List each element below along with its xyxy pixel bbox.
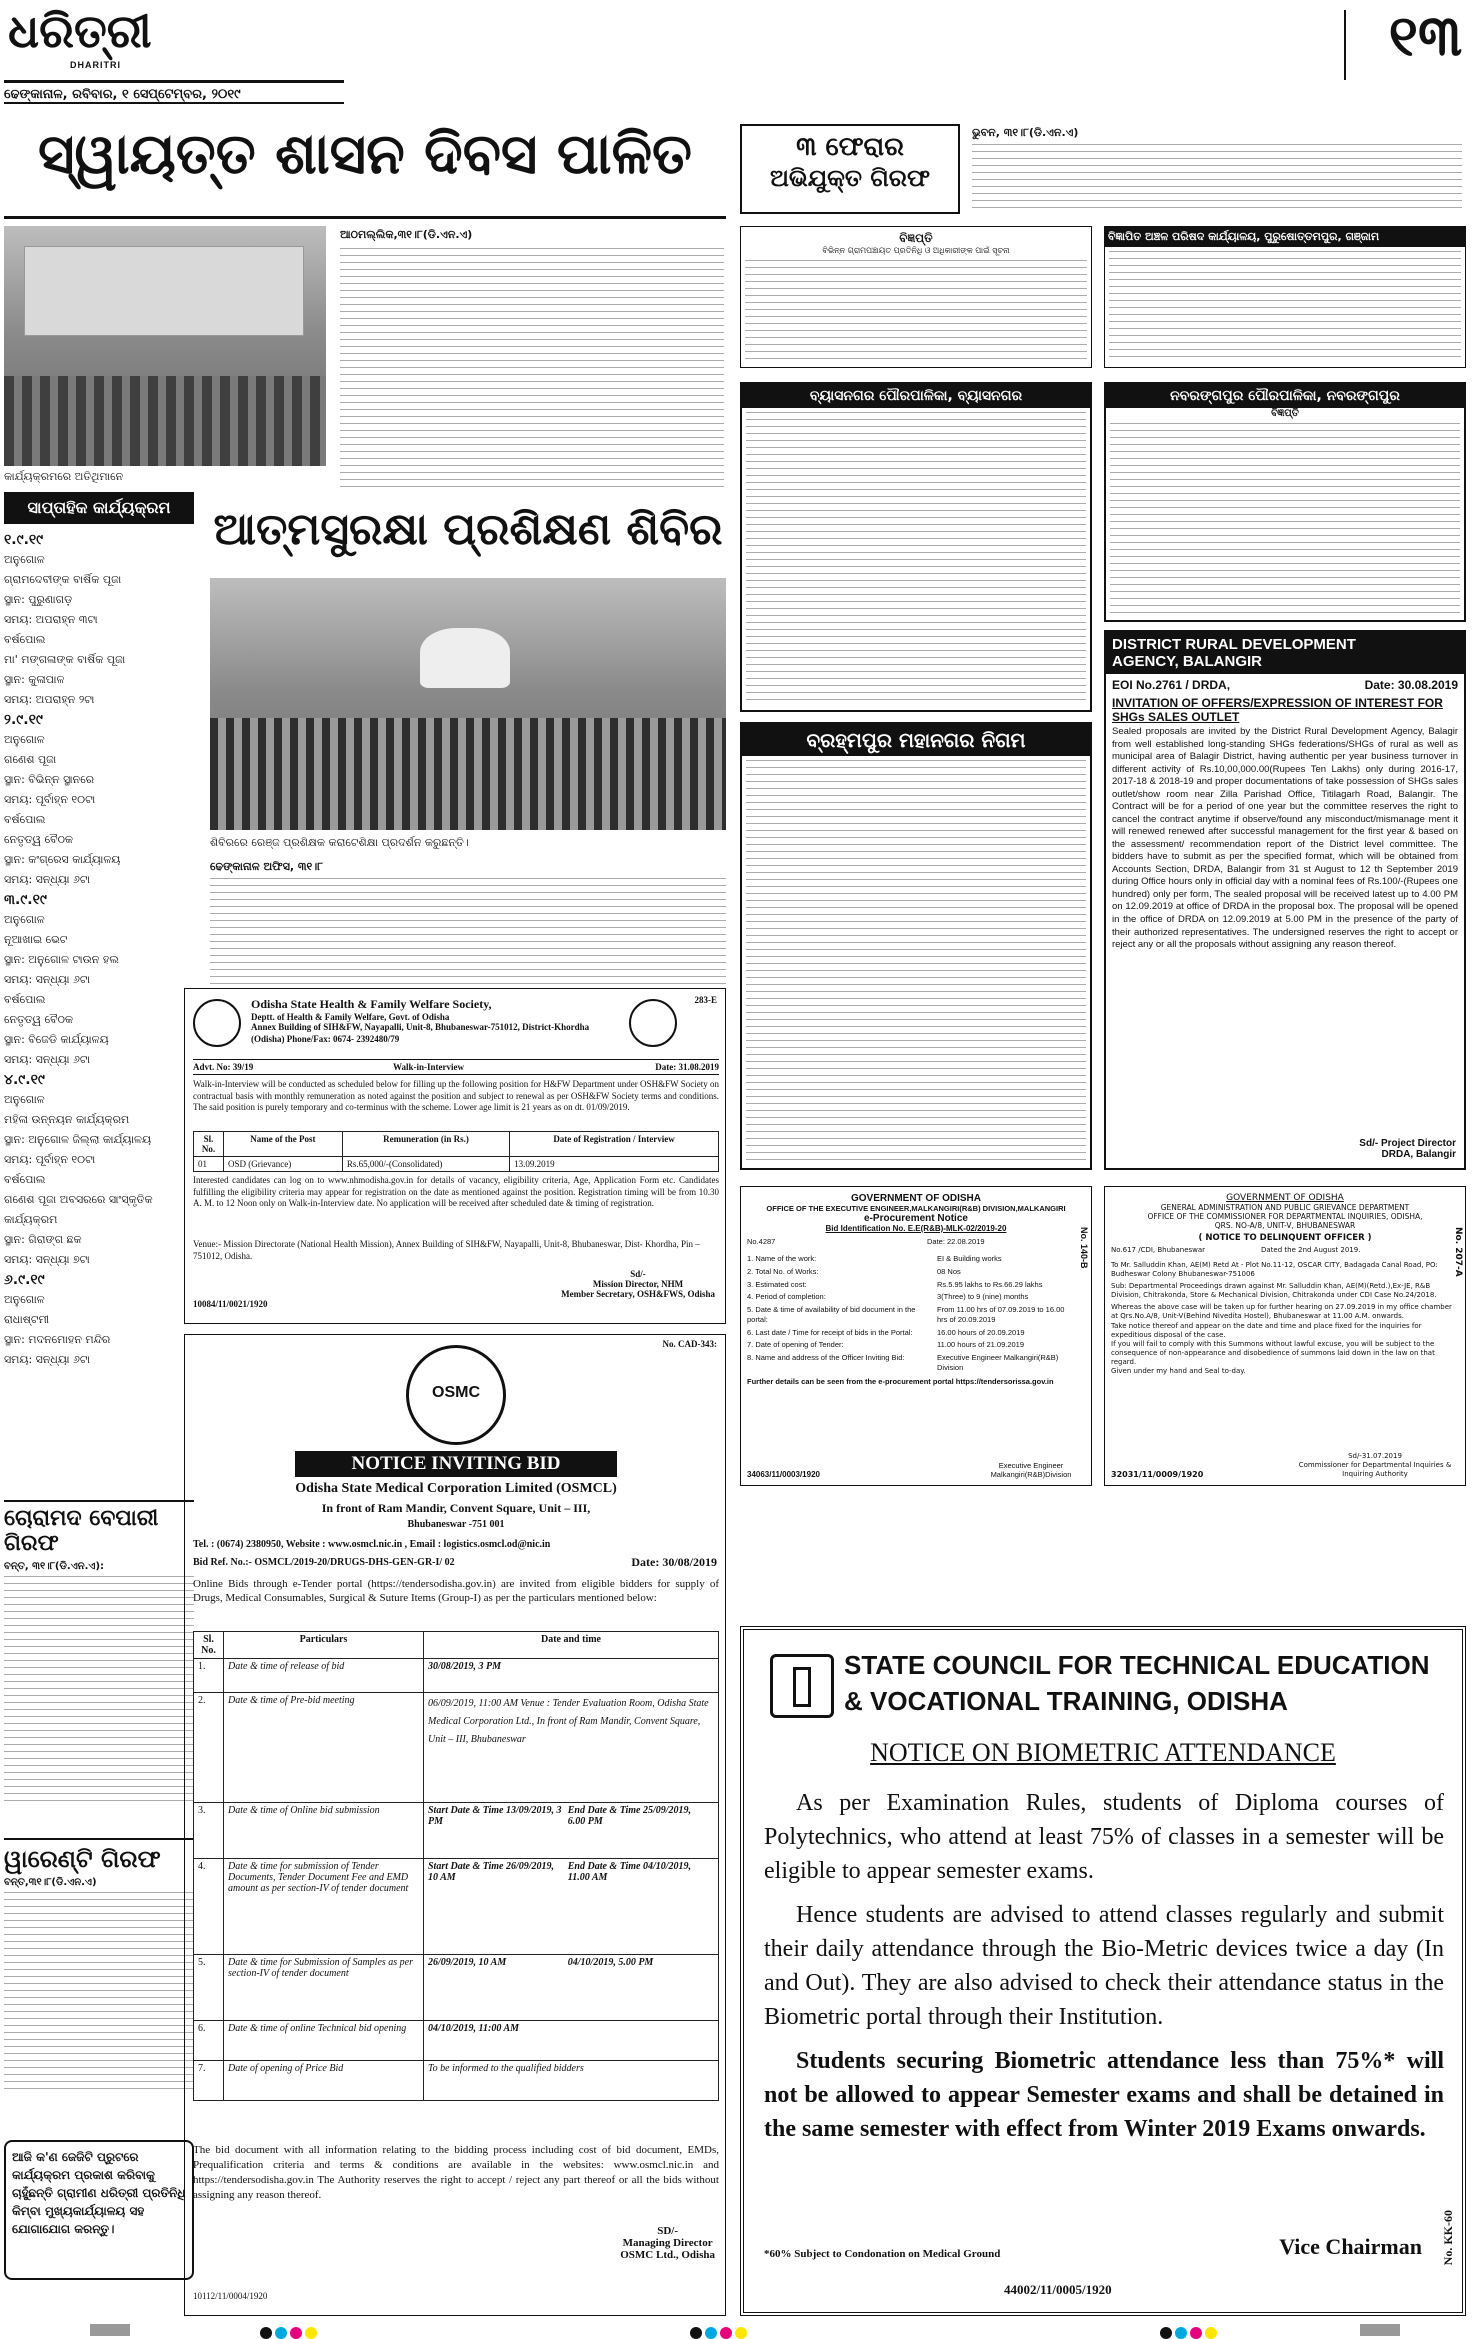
scte-logo (770, 1654, 834, 1718)
brief-story-1 (4, 1500, 194, 1830)
table-row (194, 1659, 719, 1693)
reg-dot-yellow (1205, 2327, 1217, 2339)
lead-headline: ସ୍ୱାୟତ୍ତ ଶାସନ ଦିବସ ପାଳିତ (38, 121, 692, 187)
sihfw-td-date: 13.09.2019 (510, 1157, 719, 1172)
gagpg-dated: Dated the 2nd August 2019. (1261, 1246, 1361, 1254)
sihfw-th-date: Date of Registration / Interview (510, 1132, 719, 1157)
osmcl-row4-no: 4. (194, 1859, 224, 1955)
osmcl-row4-start: Start Date & Time 26/09/2019, 10 AM (428, 1861, 555, 1883)
brief1-body-text (4, 1576, 194, 1806)
scte-logo-mark (793, 1667, 811, 1707)
reg-dot-yellow (735, 2327, 747, 2339)
reg-dot-cyan (275, 2327, 287, 2339)
promo-text: ଆଜି କ'ଣ ଜେଜିଟି ପ୍ରୁଟରେ କାର୍ଯ୍ୟକ୍ରମ ପ୍ରକାଶ କରିବାକୁ ଚାହୁଁଛନ୍ତି ଗ୍ରାମୀଣ ଧରିତ୍ରୀ ପ୍ରତିନିଧି କିମ୍ବା ମୁଖ୍ୟକାର୍ଯ୍ୟାଳୟ ସହ ଯୋଗାଯୋଗ କରନ୍ତୁ। (12, 2150, 186, 2236)
gagpg-sign2: Commissioner for Departmental Inquiries & Inquiring Authority (1298, 1460, 1452, 1478)
weekly-list-item: ସମୟ: ସନ୍ଧ୍ୟା ୭ଟା (4, 1253, 90, 1266)
osmcl-row4-dates (424, 1859, 719, 1955)
camp-photo (210, 578, 726, 830)
osmcl-row5-particular: Date & time for Submission of Samples as per section-IV of tender document (224, 1955, 424, 2021)
page-number: ୧୩ (1388, 3, 1462, 69)
scte-p1: As per Examination Rules, students of Diploma courses of Polytechnics, who attend at least 75% of classes in a semester will be eligible to appear semester exams. (764, 1790, 1444, 1885)
weekly-list-item: ଅନୁଗୋଳ (4, 1093, 45, 1106)
ad-malkangiri (740, 1186, 1092, 1486)
reg-dot-black (1160, 2327, 1172, 2339)
registration-marks (0, 2322, 1476, 2339)
osmcl-row3-dates (424, 1803, 719, 1859)
weekly-list-item: ୨.୯.୧୯ (4, 712, 43, 728)
osmcl-org: Odisha State Medical Corporation Limited (OSMCL) (295, 1481, 617, 1496)
weekly-list-item: ସମୟ: ସନ୍ଧ୍ୟା ୬ଟା (4, 1353, 90, 1366)
malkangiri-row-key: 8. Name and address of the Officer Inviting Bid: (747, 1353, 905, 1362)
malkangiri-row-value: 08 Nos (937, 1266, 961, 1276)
reg-dot-black (260, 2327, 272, 2339)
weekly-list-item: ସ୍ଥାନ: ମଦନମୋହନ ମନ୍ଦିର (4, 1333, 111, 1346)
weekly-list-item: ନେତୃତ୍ୱ ବୈଠକ (4, 1013, 74, 1026)
weekly-list-item: ସ୍ଥାନ: କୁଳାପାଳ (4, 673, 65, 686)
gagpg-body1: Whereas the above case will be taken up for further hearing on 27.09.2019 in my office chamber at Qrs.No.A/8, Unit-V(Behind Nivedita Hostel), Bhubaneswar at 11.00 A.M. onwards. (1111, 1303, 1452, 1321)
weekly-list-item: ସ୍ଥାନ: ଗିରାଙ୍ଗ ଛକ (4, 1233, 82, 1246)
osmcl-row1-no: 1. (194, 1659, 224, 1693)
reg-bar-left (90, 2324, 130, 2336)
short-headline-1: ୩ ଫେରାର (796, 132, 904, 162)
sihfw-signature (561, 1269, 715, 1299)
promo-box (4, 2140, 194, 2280)
drda-body: Sealed proposals are invited by the District Rural Development Agency, Balagir from well established long-standing SHGs federations/SHGs of rural as well as municipal area of Balagir District, having authentic per year business turnover in different activity of Rs.10,00,000.00(Rupees Ten Lakhs) only during 2016-17, 2017-18 & 2018-19 and proper documentations of take possession of SHGs sales outlet/show room near Zilla Parishad Office, Titilagarh Road, Balangir. The Contract will be for a period of one year but the committee reserves the right to cancel the contract anytime if observe/found any misconduct/mismanage ment it will renewed renewed after successful management for the first year & based on the assessment/ recommendation report of the District level committee. The bidders have to submit as per the specified format, which will be obtained from Accounts Section, DRDA, Balangir from 31 st August to 12 th September 2019 during Office hours only in official day with a nominal fees of Rs.100/-(Rupees one hundred) only per form, The sealed proposal will be received latest up to 4.00 PM on 12.09.2019 at office of DRDA in the proposal box. The proposal will be opened in the office of DRDA on 12.09.2019 at 5.00 PM in the presence of the party of their authorized representatives. The undersigned reserves the right to accept or reject any or all the proposals without assigning any reason thereof. (1112, 726, 1458, 951)
weekly-list-item: ବର୍ଷପୋଲ (4, 993, 46, 1006)
osmcl-row3-end: End Date & Time 25/09/2019, 6.00 PM (567, 1805, 692, 1827)
malkangiri-row-value: Executive Engineer Malkangiri(R&B) Division (937, 1353, 1059, 1372)
drda-signature (1359, 1138, 1456, 1160)
osmcl-th-particulars: Particulars (224, 1632, 424, 1659)
reg-dots-1 (260, 2324, 320, 2339)
osmcl-table (193, 1631, 719, 2101)
osmcl-row4-end: End Date & Time 04/10/2019, 11.00 AM (567, 1861, 692, 1883)
list-item (747, 1267, 1085, 1277)
malkangiri-row-value: 3(Three) to 9 (nine) months (937, 1292, 1029, 1302)
malkangiri-dated: Date: 22.08.2019 (927, 1237, 985, 1246)
weekly-list-item: ମହିଳା ଉନ୍ନୟନ କାର୍ଯ୍ୟକ୍ରମ (4, 1113, 130, 1126)
brief1-dateline: ବନ୍ତ, ୩୧।୮(ଡି.ଏନ.ଏ): (4, 1560, 105, 1572)
malkangiri-row-key: 1. Name of the work: (747, 1254, 817, 1263)
sihfw-th-sl: Sl. No. (194, 1132, 224, 1157)
scte-footnote: *60% Subject to Condonation on Medical Ground (764, 2248, 1001, 2260)
sihfw-address: Annex Building of SIH&FW, Nayapalli, Unit-8, Bhubaneswar-751012, District-Khordha (Odisha) Phone/Fax: 0674- 2392480/79 (251, 1022, 590, 1044)
scte-ref: 44002/11/0005/1920 (1004, 2282, 1112, 2297)
ad-scte (740, 1626, 1466, 2316)
osmcl-row1-particular: Date & time of release of bid (224, 1659, 424, 1693)
weekly-list-item: ସ୍ଥାନ: ଅନୁଗୋଳ ଟାଉନ ହଲ (4, 953, 119, 966)
table-row (194, 1859, 719, 1955)
notice-byasanagar (740, 382, 1092, 712)
camp-headline: ଆତ୍ମସୁରକ୍ଷା ପ୍ରଶିକ୍ଷଣ ଶିବିର (213, 504, 723, 555)
reg-dot-yellow (305, 2327, 317, 2339)
weekly-list (4, 530, 194, 1500)
osmcl-title: NOTICE INVITING BID (295, 1451, 617, 1477)
osmcl-address1: In front of Ram Mandir, Convent Square, Unit – III, (321, 1501, 591, 1515)
osmcl-bid-date: Date: 30/08/2019 (631, 1555, 717, 1569)
masthead-dateline: ଢେଙ୍କାନାଳ, ରବିବାର, ୧ ସେପ୍ଟେମ୍ବର, ୨୦୧୯ (4, 87, 241, 102)
malkangiri-row-key: 6. Last date / Time for receipt of bids in the Portal: (747, 1327, 913, 1337)
osmcl-table-header (194, 1632, 719, 1659)
reg-dot-black (690, 2327, 702, 2339)
list-item (747, 1340, 1085, 1350)
table-row (194, 1955, 719, 2021)
osmcl-row6-date: 04/10/2019, 11:00 AM (424, 2021, 719, 2061)
osmcl-sign1: SD/- (657, 2225, 679, 2237)
osmcl-signature (620, 2225, 715, 2261)
osmcl-row3-particular: Date & time of Online bid submission (224, 1803, 424, 1859)
weekly-list-item: ବର୍ଷପୋଲ (4, 813, 46, 826)
osmcl-row7-particular: Date of opening of Price Bid (224, 2061, 424, 2101)
osmcl-footer: The bid document with all information relating to the bidding process including cost of bid document, EMDs, Prequalification criteria and terms & conditions are available in the websites: www.osmcl.nic.in and https://tendersodisha.gov.in The Authority reserves the right to accept / reject any part thereof or all the bids without assigning any reason thereof. (193, 2144, 719, 2201)
short-story-headline-box (740, 124, 960, 214)
table-row (194, 2061, 719, 2101)
malkangiri-row-key: 2. Total No. of Works: (747, 1266, 819, 1276)
photo-performer (420, 628, 510, 688)
byasanagar-title: ବ୍ୟାସନଗର ପୌରପାଳିକା, ବ୍ୟାସନଗର (742, 384, 1090, 408)
nabarangpur-subtitle: ବିଜ୍ଞପ୍ତି (1271, 408, 1299, 419)
camp-caption: ଶିବିରରେ ରେଞ୍ଜ ପ୍ରଶିକ୍ଷକ କରାଟେଶିକ୍ଷା ପ୍ରଦର୍ଶନ କରୁଛନ୍ତି। (210, 836, 469, 849)
sihfw-th-post: Name of the Post (224, 1132, 343, 1157)
malkangiri-no: No.4287 (747, 1237, 776, 1246)
osmcl-row6-no: 6. (194, 2021, 224, 2061)
weekly-list-item: ସମୟ: ସନ୍ଧ୍ୟା ୬ଟା (4, 873, 90, 886)
sihfw-intro: Walk-in-Interview will be conducted as scheduled below for filling up the following position for H&FW Department under OSH&FW Society on contractual basis with monthly remuneration as noted against the position and subject to renewal as per OSH&FW Society terms and conditions. The said position is purely temporary and co-terminus with the scheme. Lower age limit is 21 years as on dt. 01/09/2019. (193, 1079, 719, 1113)
notice-top-notes: ବିଭିନ୍ନ ଗ୍ରାମପଞ୍ଚାୟତ ପ୍ରତିନିଧି ଓ ଅଧିକାରୀଙ୍କ ପାଇଁ ସୂଚନା (822, 246, 1010, 255)
brief2-dateline: ବନ୍ତ,୩୧।୮(ଡି.ଏନ.ଏ) (4, 1877, 97, 1888)
drda-meta (1112, 678, 1458, 694)
malkangiri-type: e-Procurement Notice (864, 1213, 968, 1224)
drda-subject: INVITATION OF OFFERS/EXPRESSION OF INTEREST FOR SHGs SALES OUTLET (1112, 696, 1443, 724)
masthead (0, 0, 1476, 120)
sihfw-table-header (194, 1132, 719, 1157)
gagpg-dept: GENERAL ADMINISTRATION AND PUBLIC GRIEVANCE DEPARTMENT (1160, 1203, 1410, 1212)
table-row (194, 1803, 719, 1859)
list-item (747, 1292, 1085, 1302)
sihfw-type: Walk-in-Interview (393, 1062, 464, 1072)
osmcl-row2-no: 2. (194, 1693, 224, 1803)
purushottampur-body (1109, 251, 1461, 361)
scte-sign: Vice Chairman (1279, 2234, 1422, 2259)
weekly-list-item: ନେତୃତ୍ୱ ବୈଠକ (4, 833, 74, 846)
sihfw-meta-row (193, 1059, 719, 1075)
sihfw-th-remuneration: Remuneration (in Rs.) (342, 1132, 509, 1157)
drda-title-2: AGENCY, BALANGIR (1112, 653, 1263, 670)
weekly-list-item: ସ୍ଥାନ: ବିଭିନ୍ନ ସ୍ଥାନରେ (4, 773, 95, 786)
osmcl-th-sl: Sl. No. (194, 1632, 224, 1659)
short-body-text (972, 144, 1462, 214)
sihfw-header (251, 997, 623, 1045)
malkangiri-gov: GOVERNMENT OF ODISHA (850, 1193, 981, 1204)
notice-top (740, 226, 1092, 368)
malkangiri-sign: Executive Engineer Malkangiri(R&B)Division (990, 1461, 1072, 1479)
weekly-list-item: ଅନୁଗୋଳ (4, 553, 45, 566)
drda-title-1: DISTRICT RURAL DEVELOPMENT (1112, 636, 1356, 653)
list-item (747, 1305, 1085, 1325)
gagpg-signature (1295, 1452, 1455, 1479)
notice-top-body (745, 260, 1087, 360)
osmcl-row5-no: 5. (194, 1955, 224, 2021)
sihfw-td-remuneration: Rs.65,000/-(Consolidated) (342, 1157, 509, 1172)
osmcl-bid-ref: Bid Ref. No.:- OSMCL/2019-20/DRUGS-DHS-GEN-GR-I/ 02 (193, 1557, 455, 1568)
sihfw-code: 283-E (694, 995, 717, 1005)
sihfw-ref: 10084/11/0021/1920 (193, 1299, 268, 1309)
weekly-list-item: ୩.୯.୧୯ (4, 892, 47, 908)
lead-dateline: ଆଠମଲ୍ଲିକ,୩୧।୮(ଡି.ଏନ.ଏ) (340, 228, 473, 241)
weekly-list-item: ଅନୁଗୋଳ (4, 913, 45, 926)
brief-story-2 (4, 1838, 194, 2118)
ad-drda (1104, 630, 1466, 1170)
list-item (747, 1328, 1085, 1338)
gagpg-body4: Given under my hand and Seal to-day. (1111, 1367, 1246, 1376)
brief2-body-text (4, 1892, 194, 2092)
osmcl-row5-start: 26/09/2019, 10 AM (428, 1957, 507, 1968)
osmcl-address2: Bhubaneswar -751 001 (407, 1519, 505, 1530)
osmcl-sign3: OSMC Ltd., Odisha (620, 2249, 715, 2261)
weekly-list-item: ସ୍ଥାନ: କଂଗ୍ରେସ କାର୍ଯ୍ୟାଳୟ (4, 853, 121, 866)
gagpg-gov: GOVERNMENT OF ODISHA (1226, 1193, 1344, 1203)
sihfw-sign3: Member Secretary, OSH&FWS, Odisha (561, 1289, 715, 1299)
malkangiri-meta (747, 1237, 1085, 1251)
table-row (194, 1157, 719, 1172)
camp-body-text (210, 878, 726, 990)
purushottampur-title: ବିଜ୍ଞାପିତ ଅଞ୍ଚଳ ପରିଷଦ କାର୍ଯ୍ୟାଳୟ, ପୁରୁଷୋତ୍ତମପୁର, ଗଞ୍ଜାମ (1105, 227, 1465, 247)
sihfw-td-post: OSD (Grievance) (224, 1157, 343, 1172)
drda-eoi: EOI No.2761 / DRDA, (1112, 678, 1231, 692)
weekly-list-item: ସ୍ଥାନ: ଅନୁଗୋଳ ଜିଲ୍ଲା କାର୍ଯ୍ୟାଳୟ (4, 1133, 152, 1146)
odisha-logo (629, 999, 677, 1047)
ad-gagpg (1104, 1186, 1466, 1486)
reg-dot-cyan (1175, 2327, 1187, 2339)
logo-latin: DHARITRI (70, 60, 121, 70)
lead-photo (4, 226, 326, 466)
weekly-list-item: ମା' ମଙ୍ଗଳାଙ୍କ ବାର୍ଷିକ ପୂଜା (4, 653, 126, 666)
logo-odia: ଧରିତ୍ରୀ (8, 4, 152, 58)
weekly-list-item: ୧.୯.୧୯ (4, 532, 44, 548)
gagpg-to: To Mr. Salluddin Khan, AE(M) Retd At - Plot No.11-12, OSCAR CITY, Badagada Canal Road, PO: Budheswar Colony Bhubaneswar-751006 (1111, 1261, 1438, 1279)
drda-date: Date: 30.08.2019 (1364, 678, 1458, 692)
masthead-logo (8, 4, 152, 58)
gagpg-meta (1111, 1246, 1459, 1258)
malkangiri-row-key: 5. Date & time of availability of bid document in the portal: (747, 1305, 916, 1324)
malkangiri-rows (747, 1254, 1085, 1373)
sihfw-adv-no: Advt. No: 39/19 (193, 1062, 254, 1072)
list-item (747, 1254, 1085, 1264)
osmcl-row7-date: To be informed to the qualified bidders (424, 2061, 719, 2101)
malkangiri-row-value: From 11.00 hrs of 07.09.2019 to 16.00 hrs of 20.09.2019 (937, 1305, 1065, 1324)
malkangiri-ref: 34063/11/0003/1920 (747, 1470, 820, 1479)
scte-p2: Hence students are advised to attend classes regularly and submit their daily attendance through the Bio-Metric devices twice a day (In and Out). They are also advised to check their attendance status in the Biometric portal through their Institution. (764, 1902, 1444, 2031)
weekly-list-item: ସମୟ: ଅପରାହ୍ନ ୨ଟା (4, 693, 95, 706)
weekly-list-item: ଗ୍ରାମଦେବୀଙ୍କ ବାର୍ଷିକ ପୂଜା (4, 573, 122, 586)
malkangiri-row-value: 16.00 hours of 20.09.2019 (937, 1327, 1025, 1337)
notice-nabarangpur (1104, 382, 1466, 622)
sihfw-sign2: Mission Director, NHM (592, 1279, 684, 1289)
malkangiri-bid-id: Bid Identification No. E.E(R&B)-MLK-02/2019-20 (825, 1224, 1007, 1233)
weekly-list-item: ୬.୯.୧୯ (4, 1272, 45, 1288)
reg-dot-magenta (290, 2327, 302, 2339)
drda-sign2: DRDA, Balangir (1381, 1149, 1456, 1160)
brief2-headline: ୱାରେଣ୍ଟି ଗିରଫ (4, 1844, 161, 1873)
malkangiri-side-no: No. 140-B (1079, 1227, 1089, 1269)
weekly-list-item: ସମୟ: ପୂର୍ବାହ୍ନ ୧୦ଟା (4, 793, 96, 806)
osmcl-row3-start: Start Date & Time 13/09/2019, 3 PM (428, 1805, 562, 1827)
sihfw-dept: Deptt. of Health & Family Welfare, Govt. of Odisha (251, 1012, 450, 1022)
lead-body-text (340, 248, 724, 493)
gagpg-qrs: QRS. NO-A/8, UNIT-V, BHUBANESWAR (1214, 1221, 1356, 1230)
osmcl-row2-particular: Date & time of Pre-bid meeting (224, 1693, 424, 1803)
weekly-list-item: ବର୍ଷପୋଲ (4, 633, 46, 646)
osmcl-row3-no: 3. (194, 1803, 224, 1859)
notice-berhampur (740, 722, 1092, 1170)
berhampur-body (746, 760, 1086, 1160)
sihfw-org: Odisha State Health & Family Welfare Society, (251, 997, 492, 1011)
drda-header (1106, 632, 1464, 674)
weekly-list-item: ସମୟ: ସନ୍ଧ୍ୟା ୬ଟା (4, 973, 90, 986)
weekly-title: ସାପ୍ତାହିକ କାର୍ଯ୍ୟକ୍ରମ (4, 492, 194, 524)
gagpg-notice: ( NOTICE TO DELINQUENT OFFICER ) (1198, 1233, 1372, 1243)
berhampur-title: ବ୍ରହ୍ମପୁର ମହାନଗର ନିଗମ (742, 724, 1090, 756)
osmcl-row6-particular: Date & time of online Technical bid opening (224, 2021, 424, 2061)
weekly-list-item: ସମୟ: ପୂର୍ବାହ୍ନ ୧୦ଟା (4, 1153, 96, 1166)
drda-sign1: Sd/- Project Director (1359, 1138, 1456, 1149)
table-row (194, 2021, 719, 2061)
notice-top-title: ବିଜ୍ଞପ୍ତି (899, 231, 933, 245)
scte-title-1: STATE COUNCIL FOR TECHNICAL EDUCATION (844, 1650, 1430, 1680)
list-item (747, 1280, 1085, 1290)
weekly-list-item: ରାଧାଷ୍ଟମୀ (4, 1313, 50, 1326)
osmcl-intro: Online Bids through e-Tender portal (https://tendersodisha.gov.in) are invited from eligible bidders for supply of Drugs, Medical Consumables, Surgical & Suture Items (Group-I) as per the particulars mentioned below: (193, 1578, 719, 1605)
headline-rule (4, 216, 726, 219)
weekly-list-item: ଅନୁଗୋଳ (4, 1293, 45, 1306)
osmcl-row7-no: 7. (194, 2061, 224, 2101)
gagpg-no: No.617 /CDI, Bhubaneswar (1111, 1246, 1206, 1254)
sihfw-date: Date: 31.08.2019 (655, 1062, 719, 1072)
short-headline-2: ଅଭିଯୁକ୍ତ ଗିରଫ (769, 163, 931, 192)
nabarangpur-body (1110, 423, 1460, 613)
osmcl-row5-end: 04/10/2019, 5.00 PM (567, 1957, 654, 1968)
osmcl-logo-text: OSMC (432, 1384, 480, 1401)
sihfw-venue: Venue:- Mission Directorate (National Health Mission), Annex Building of SIH&FW, Nayapalli, Unit-8, Bhubaneswar, Dist- Khordha, Pin – 751012, Odisha. (193, 1239, 700, 1261)
lead-photo-caption: କାର୍ଯ୍ୟକ୍ରମରେ ଅତିଥିମାନେ (4, 470, 124, 483)
osmcl-row2-date: 06/09/2019, 11:00 AM Venue : Tender Evaluation Room, Odisha State Medical Corporation Ltd., In front of Ram Mandir, Convent Square, Unit – III, Bhubaneswar (424, 1693, 719, 1803)
osmcl-sign2: Managing Director (622, 2237, 713, 2249)
dateline-bar (4, 80, 344, 104)
malkangiri-row-value: Rs.5.95 lakhs to Rs.66.29 lakhs (937, 1279, 1043, 1289)
nhm-logo (193, 999, 241, 1047)
weekly-list-item: ଅନୁଗୋଳ (4, 733, 45, 746)
lead-story (4, 120, 726, 500)
osmcl-ref: 10112/11/0004/1920 (193, 2291, 268, 2301)
gagpg-sign1: Sd/-31.07.2019 (1348, 1451, 1402, 1460)
weekly-list-item: ନୂଆଖାଇ ଭେଟ (4, 933, 68, 946)
reg-dot-magenta (1190, 2327, 1202, 2339)
osmcl-contact: Tel. : (0674) 2380950, Website : www.osmcl.nic.in , Email : logistics.osmcl.od@nic.in (193, 1539, 551, 1550)
sihfw-table (193, 1131, 719, 1172)
brief1-headline: ଚୋରାମଦ ବେପାରୀ ଗିରଫ (4, 1505, 159, 1557)
table-row (194, 1693, 719, 1803)
malkangiri-further: Further details can be seen from the e-procurement portal https://tendersorissa.gov.in (747, 1376, 1054, 1386)
gagpg-ref: 32031/11/0009/1920 (1111, 1470, 1204, 1479)
malkangiri-row-key: 7. Date of opening of Tender: (747, 1340, 844, 1350)
reg-dot-magenta (720, 2327, 732, 2339)
gagpg-body3: If you will fail to comply with this Summons without lawful excuse, you will be subject to the consequence of non-appearance and disobedience of summons laid down in the law on that regard. (1111, 1339, 1435, 1366)
weekly-list-item: ବର୍ଷପୋଲ (4, 1173, 46, 1186)
short-story (740, 120, 1466, 220)
reg-dots-2 (690, 2324, 750, 2339)
scte-p3: Students securing Biometric attendance less than 75%* will not be allowed to appear Semester exams and shall be detained in the same semester with effect from Winter 2019 Exams onwards. (764, 2048, 1444, 2143)
ad-osmcl (184, 1334, 726, 2316)
photo-crowd (4, 376, 326, 466)
reg-bar-right (1360, 2324, 1400, 2336)
weekly-list-item: ଗଣେଶ ପୂଜା (4, 753, 57, 766)
weekly-list-item: ସମୟ: ଅପରାହ୍ନ ୩ଟା (4, 613, 98, 626)
list-item (747, 1353, 1085, 1373)
osmcl-logo (406, 1345, 506, 1445)
sihfw-td-sl: 01 (194, 1157, 224, 1172)
photo-building (24, 246, 304, 336)
malkangiri-row-key: 4. Period of completion: (747, 1292, 826, 1302)
scte-side-no: No. KK-60 (1441, 2210, 1455, 2266)
osmcl-row4-particular: Date & time for submission of Tender Documents, Tender Document Fee and EMD amount as per section-IV of tender document (224, 1859, 424, 1955)
osmcl-ref-no: No. CAD-343: (662, 1339, 717, 1349)
scte-title-2: & VOCATIONAL TRAINING, ODISHA (844, 1686, 1288, 1716)
weekly-list-item: ଗଣେଶ ପୂଜା ଅବସରରେ ସାଂସ୍କୃତିକ କାର୍ଯ୍ୟକ୍ରମ (4, 1193, 153, 1226)
gagpg-body2: Take notice thereof and appear on the date and time and place fixed for the inquiries for expeditious disposal of the case. (1111, 1321, 1422, 1339)
notice-purushottampur (1104, 226, 1466, 368)
gagpg-office: OFFICE OF THE COMMISSIONER FOR DEPARTMENTAL INQUIRIES, ODISHA, (1147, 1212, 1423, 1221)
malkangiri-row-value: 11.00 hours of 21.09.2019 (937, 1340, 1025, 1350)
byasanagar-body (746, 412, 1086, 702)
weekly-list-item: ୪.୯.୧୯ (4, 1072, 45, 1088)
gagpg-side-no: No. 207-A (1453, 1227, 1463, 1277)
photo-audience (210, 718, 726, 830)
osmcl-row1-date: 30/08/2019, 3 PM (424, 1659, 719, 1693)
reg-dots-3 (1160, 2324, 1220, 2339)
ad-sihfw (184, 988, 726, 1324)
sihfw-sign1: Sd/- (630, 1269, 646, 1279)
weekly-column (4, 492, 194, 1502)
short-dateline: ଭୁବନ, ୩୧।୮(ଡି.ଏନ.ଏ) (972, 126, 1079, 139)
gagpg-subject: Sub: Departmental Proceedings drawn against Mr. Salluddin Khan, AE(M)(Retd.),Ex-JE, R&B Division, Chitrakonda, Store & Mechanical Division, Chitrakonda under CDI Case No.24/2018. (1111, 1282, 1437, 1300)
scte-heading: NOTICE ON BIOMETRIC ATTENDANCE (870, 1738, 1336, 1767)
weekly-list-item: ସ୍ଥାନ: ବିଜେଡି କାର୍ଯ୍ୟାଳୟ (4, 1033, 109, 1046)
weekly-list-item: ସମୟ: ସନ୍ଧ୍ୟା ୬ଟା (4, 1053, 90, 1066)
camp-story (210, 500, 726, 1000)
nabarangpur-title: ନବରଙ୍ଗପୁର ପୌରପାଳିକା, ନବରଙ୍ଗପୁର (1106, 384, 1464, 408)
malkangiri-office: OFFICE OF THE EXECUTIVE ENGINEER,MALKANGIRI(R&B) DIVISION,MALKANGIRI (766, 1204, 1066, 1213)
weekly-list-item: ସ୍ଥାନ: ପୁରୁଣାଗଡ଼ (4, 593, 73, 606)
reg-dot-cyan (705, 2327, 717, 2339)
malkangiri-row-value: EI & Building works (937, 1254, 1002, 1263)
osmcl-row5-dates (424, 1955, 719, 2021)
sihfw-body: Interested candidates can log on to www.nhmodisha.gov.in for details of vacancy, eligibility criteria, Age, Application Form etc. Candidates fulfilling the eligibility criteria may appear for registration on the date as mentioned against the position. Registration timing will be from 10.30 A. M. to 12 Noon only on Walk-in-Interview date. No application will be received after scheduled date & timing of registration. (193, 1175, 719, 1209)
malkangiri-row-key: 3. Estimated cost: (747, 1279, 807, 1289)
osmcl-th-date: Date and time (424, 1632, 719, 1659)
camp-dateline: ଢେଙ୍କାନାଳ ଅଫିସ, ୩୧।୮ (210, 860, 323, 873)
page-number-rule (1344, 10, 1346, 80)
